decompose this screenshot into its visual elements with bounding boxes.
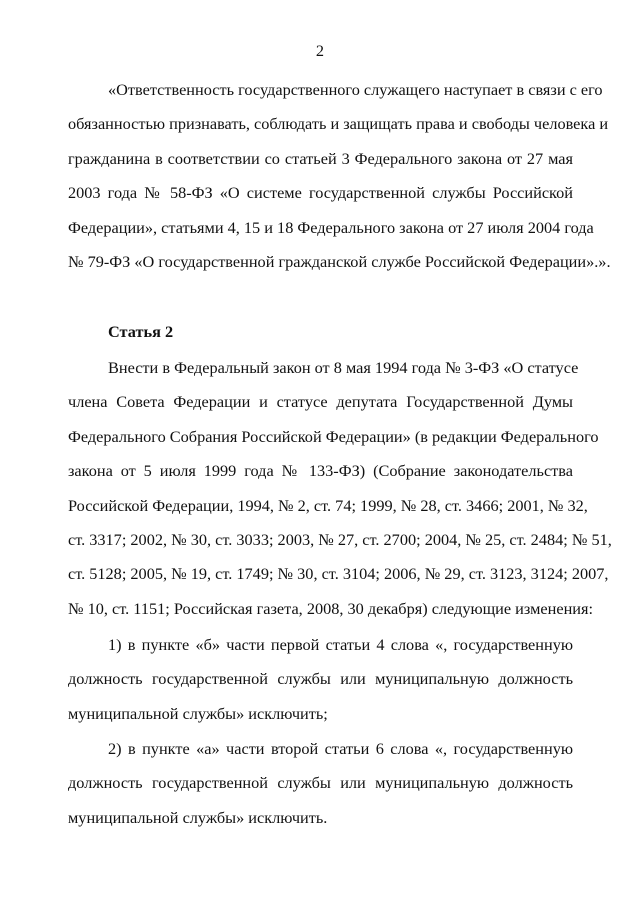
text-line: 2003 года № 58-ФЗ «О системе государственной службы Российской: [68, 183, 573, 203]
text-line: ст. 3317; 2002, № 30, ст. 3033; 2003, № 27, ст. 2700; 2004, № 25, ст. 2484; № 51,: [68, 529, 612, 549]
article-heading: Статья 2: [108, 322, 174, 341]
text-line: Федерального Собрания Российской Федерации» (в редакции Федерального: [68, 426, 599, 446]
article-heading-block: [68, 315, 573, 349]
text-line: должность государственной службы или муниципальную должность: [68, 669, 573, 689]
text-line: гражданина в соответствии со статьей 3 Федерального закона от 27 мая: [68, 148, 573, 168]
text-line: муниципальной службы» исключить.: [68, 807, 328, 827]
text-line: «Ответственность государственного служащего наступает в связи с его: [108, 80, 603, 99]
text-line: 2) в пункте «а» части второй статьи 6 слова «, государственную: [108, 739, 573, 758]
page-number: 2: [315, 41, 325, 60]
text-line: № 79-ФЗ «О государственной гражданской службе Российской Федерации».».: [68, 251, 611, 271]
text-line: № 10, ст. 1151; Российская газета, 2008, 30 декабря) следующие изменения:: [68, 598, 594, 618]
text-line: члена Совета Федерации и статусе депутата Государственной Думы: [68, 392, 573, 412]
paragraph-amendment: [68, 351, 612, 626]
text-line: муниципальной службы» исключить;: [68, 703, 328, 723]
list-item-2: [68, 732, 573, 835]
text-line: Российской Федерации, 1994, № 2, ст. 74; 1999, № 28, ст. 3466; 2001, № 32,: [68, 495, 588, 515]
text-line: 1) в пункте «б» части первой статьи 4 слова «, государственную: [108, 635, 573, 654]
text-line: должность государственной службы или муниципальную должность: [68, 773, 573, 793]
text-line: Внести в Федеральный закон от 8 мая 1994 года № 3-ФЗ «О статусе: [108, 358, 579, 377]
list-item-1: [68, 628, 573, 731]
text-line: закона от 5 июля 1999 года № 133-ФЗ) (Собрание законодательства: [68, 461, 573, 481]
text-line: Федерации», статьями 4, 15 и 18 Федерального закона от 27 июля 2004 года: [68, 217, 594, 237]
text-line: обязанностью признавать, соблюдать и защищать права и свободы человека и: [68, 114, 609, 134]
text-line: ст. 5128; 2005, № 19, ст. 1749; № 30, ст. 3104; 2006, № 29, ст. 3123, 3124; 2007,: [68, 564, 609, 584]
paragraph-liability: [68, 73, 611, 279]
